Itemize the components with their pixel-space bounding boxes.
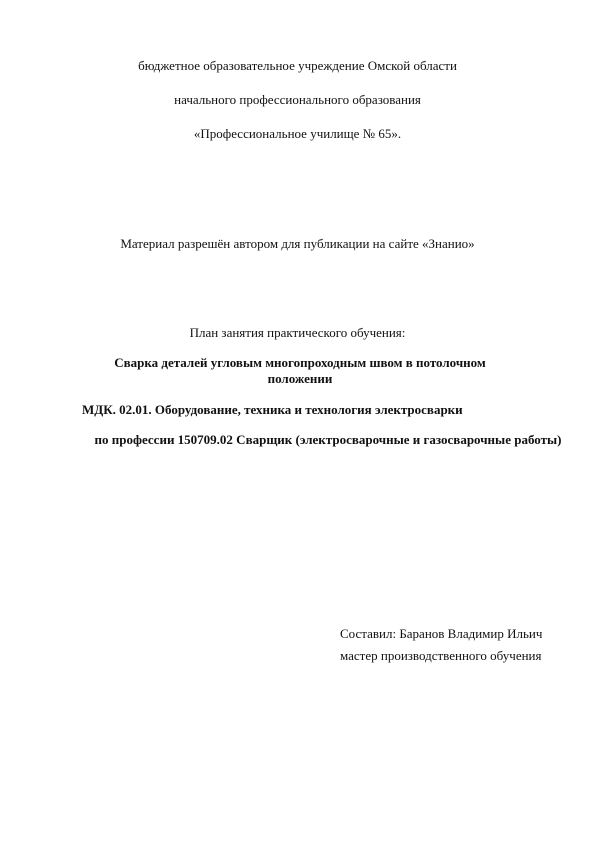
institution-name: «Профессиональное училище № 65». <box>193 126 402 141</box>
institution-line-2: начального профессионального образования <box>174 92 421 107</box>
module-title: МДК. 02.01. Оборудование, техника и технология электросварки <box>82 402 463 417</box>
lesson-topic: Сварка деталей угловым многопроходным швом в потолочном положении <box>114 355 486 386</box>
institution-line-1: бюджетное образовательное учреждение Омской области <box>138 58 457 73</box>
author-position: мастер производственного обучения <box>340 648 542 663</box>
author-name: Составил: Баранов Владимир Ильич <box>340 626 543 641</box>
profession-title: по профессии 150709.02 Сварщик (электросварочные и газосварочные работы) <box>94 432 562 447</box>
plan-title: План занятия практического обучения: <box>189 325 406 340</box>
permission-notice: Материал разрешён автором для публикации на сайте «Знанио» <box>120 236 475 251</box>
